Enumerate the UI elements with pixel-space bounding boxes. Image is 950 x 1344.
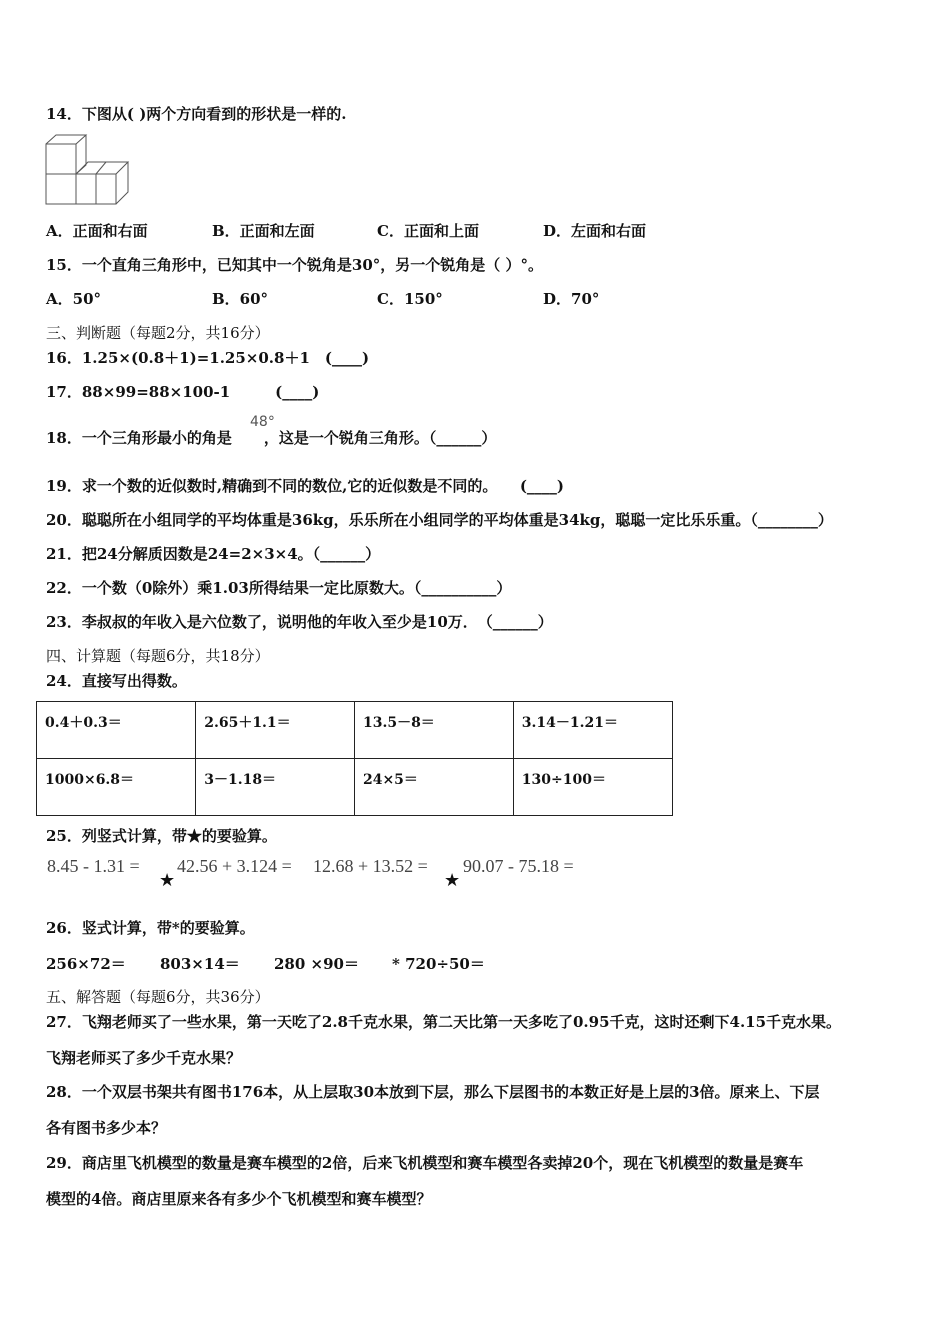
question-19: 19．求一个数的近似数时,精确到不同的数位,它的近似数是不同的。 (____) (46, 477, 565, 495)
question-25: 25．列竖式计算，带★的要验算。 (46, 827, 277, 845)
section-4-heading: 四、计算题（每题6分，共18分） (46, 647, 270, 665)
question-20: 20．聪聪所在小组同学的平均体重是36kg，乐乐所在小组同学的平均体重是34kg，聪聪一定比乐乐重。（________） (46, 511, 833, 529)
table-row (37, 759, 673, 816)
angle-48-label: 48° (250, 414, 275, 430)
q25-item-1: 8.45 - 1.31 = (47, 856, 140, 876)
q14-option-a[interactable]: A．正面和右面 (46, 222, 148, 240)
table-cell: 130÷100＝ (513, 759, 672, 816)
table-cell: 0.4＋0.3＝ (37, 702, 196, 759)
q26-item-1: 256×72＝ (46, 955, 126, 973)
q14-option-b[interactable]: B．正面和左面 (212, 222, 315, 240)
q14-option-d[interactable]: D．左面和右面 (543, 222, 647, 240)
q25-item-2: 42.56 + 3.124 = (177, 856, 292, 876)
question-18 (46, 428, 496, 448)
question-22: 22．一个数（0除外）乘1.03所得结果一定比原数大。（__________） (46, 579, 512, 597)
q25-item-4: 90.07 - 75.18 = (463, 856, 574, 876)
q26-item-4: * 720÷50＝ (392, 955, 485, 973)
question-28-line-2: 各有图书多少本？ (46, 1119, 167, 1137)
question-27-line-2: 飞翔老师买了多少千克水果？ (46, 1049, 242, 1067)
question-28-line-1: 28．一个双层书架共有图书176本，从上层取30本放到下层，那么下层图书的本数正好是上层的3倍。原来上、下层 (46, 1083, 820, 1101)
q14-option-c[interactable]: C．正面和上面 (377, 222, 479, 240)
table-cell: 1000×6.8＝ (37, 759, 196, 816)
calc-table (36, 701, 673, 816)
question-16: 16．1.25×(0.8＋1)=1.25×0.8＋1 (____) (46, 349, 370, 367)
table-cell: 3－1.18＝ (196, 759, 355, 816)
q18-text-after: ，这是一个锐角三角形。（______） (263, 429, 497, 447)
question-17: 17．88×99=88×100-1 (____) (46, 383, 320, 401)
question-27-line-1: 27．飞翔老师买了一些水果，第一天吃了2.8千克水果，第二天比第一天多吃了0.95千克，这时还剩下4.15千克水果。 (46, 1013, 842, 1031)
table-cell: 2.65＋1.1＝ (196, 702, 355, 759)
q15-option-c[interactable]: C．150° (377, 290, 443, 308)
section-3-heading: 三、判断题（每题2分，共16分） (46, 324, 270, 342)
q26-item-3: 280 ×90＝ (274, 955, 359, 973)
question-26: 26．竖式计算，带*的要验算。 (46, 919, 255, 937)
q18-text-before: 18．一个三角形最小的角是 (46, 429, 232, 447)
question-14: 14．下图从( )两个方向看到的形状是一样的. (46, 105, 347, 123)
cube-figure (44, 132, 130, 206)
section-5-heading: 五、解答题（每题6分，共36分） (46, 988, 270, 1006)
q15-option-d[interactable]: D．70° (543, 290, 600, 308)
q25-item-3: 12.68 + 13.52 = (313, 856, 428, 876)
question-29-line-1: 29．商店里飞机模型的数量是赛车模型的2倍，后来飞机模型和赛车模型各卖掉20个，现在飞机模型的数量是赛车 (46, 1154, 804, 1172)
table-cell: 3.14－1.21＝ (513, 702, 672, 759)
table-cell: 24×5＝ (354, 759, 513, 816)
question-29-line-2: 模型的4倍。商店里原来各有多少个飞机模型和赛车模型？ (46, 1190, 432, 1208)
question-23: 23．李叔叔的年收入是六位数了，说明他的年收入至少是10万． （______） (46, 613, 553, 631)
question-15: 15．一个直角三角形中，已知其中一个锐角是30°，另一个锐角是（ ）°。 (46, 256, 543, 274)
question-21: 21．把24分解质因数是24=2×3×4。（______） (46, 545, 381, 563)
question-24: 24．直接写出得数。 (46, 672, 187, 690)
star-icon: ★ (444, 870, 461, 891)
table-row (37, 702, 673, 759)
table-cell: 13.5－8＝ (354, 702, 513, 759)
q26-item-2: 803×14＝ (160, 955, 240, 973)
q15-option-a[interactable]: A．50° (46, 290, 102, 308)
q15-option-b[interactable]: B．60° (212, 290, 269, 308)
star-icon: ★ (159, 870, 176, 891)
